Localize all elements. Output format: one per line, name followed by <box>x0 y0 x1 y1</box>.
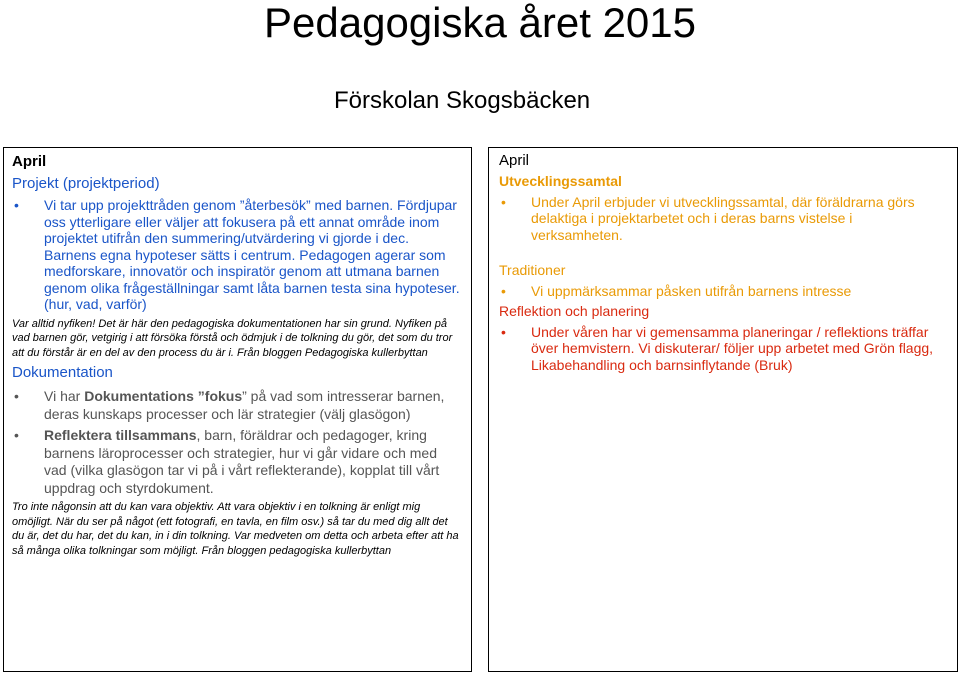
bullet-icon: • <box>501 193 506 210</box>
documentation-list <box>12 388 463 497</box>
documentation-heading: Dokumentation <box>12 364 113 381</box>
bullet-icon: • <box>501 323 506 340</box>
documentation-bullet-2: • Reflektera tillsammans, barn, föräldrar och pedagoger, kring barnens läroprocesser och strategier, hur vi går vidare och med vad (vilka glasögon tar vi på i vårt reflekterande), kopplat till vårt uppdrag och styrdokument. <box>14 427 440 496</box>
right-month: April <box>499 152 530 169</box>
left-panel <box>3 147 472 672</box>
page-subtitle: Förskolan Skogsbäcken <box>334 87 591 114</box>
traditioner-list <box>499 283 947 300</box>
project-bullet: • Vi tar upp projekttråden genom ”återbesök” med barnen. Fördjupar oss ytterligare eller väljer att fokusera på ett annat område inom projektet utifrån den summering/utvärdering vi gjorde i dec. Barnens egna hypoteser sätts i centrum. Pedagogen agerar som medforskare, innovatör och inspiratör genom att utmana barnen genom olika frågeställningar samt låta barnen testa sina hypoteser. (hur, vad, varför) <box>14 197 460 312</box>
documentation-bullet-1: • Vi har Dokumentations ”fokus” på vad som intresserar barnen, deras kunskaps processer och lär strategier (välj glasögon) <box>14 388 445 422</box>
italic-quote-1: Var alltid nyfiken! Det är här den pedagogiska dokumentationen har sin grund. Nyfiken på vad barnen gör, vetgirig i att försöka förstå och ödmjuk i de tolkning du gör, det som du tror att du förstår är en del av den process du är i. Från bloggen Pedagogiska kullerbyttan <box>12 317 453 359</box>
traditioner-heading: Traditioner <box>499 262 566 278</box>
left-month: April <box>12 153 47 170</box>
right-panel <box>488 147 958 672</box>
bullet-icon: • <box>14 427 19 443</box>
page-title: Pedagogiska året 2015 <box>264 0 696 46</box>
traditioner-bullet: • Vi uppmärksammar påsken utifrån barnens intresse <box>501 282 852 299</box>
utvecklingssamtal-heading: Utvecklingssamtal <box>499 173 622 189</box>
reflektion-bullet: • Under våren har vi gemensamma planeringar / reflektions träffar över hemvistern. Vi diskuterar/ följer upp arbetet med Grön flagg, Likabehandling och barnsinflytande (Bruk) <box>501 323 934 373</box>
utvecklingssamtal-bullet: • Under April erbjuder vi utvecklingssamtal, där föräldrarna görs delaktiga i projektarbetet och i deras barns vistelse i verksamheten. <box>501 193 915 243</box>
reflektion-list <box>499 324 947 374</box>
bullet-icon: • <box>14 197 19 213</box>
italic-quote-2: Tro inte någonsin att du kan vara objektiv. Att vara objektiv i en tolkning är enligt mig omöjligt. När du ser på något (ett fotografi, en tavla, en film osv.) så tar du med dig allt det du är, det du har, det du kan, in i din tolkning. Var medveten om detta och arbeta efter att ha så många olika tolkningar som möjligt. Från bloggen pedagogiska kullerbyttan <box>12 501 459 557</box>
project-list <box>12 197 463 313</box>
reflektion-heading: Reflektion och planering <box>499 303 650 319</box>
project-heading: Projekt (projektperiod) <box>12 175 160 192</box>
bullet-icon: • <box>14 388 19 404</box>
utvecklingssamtal-list <box>499 194 947 244</box>
bullet-icon: • <box>501 282 506 299</box>
